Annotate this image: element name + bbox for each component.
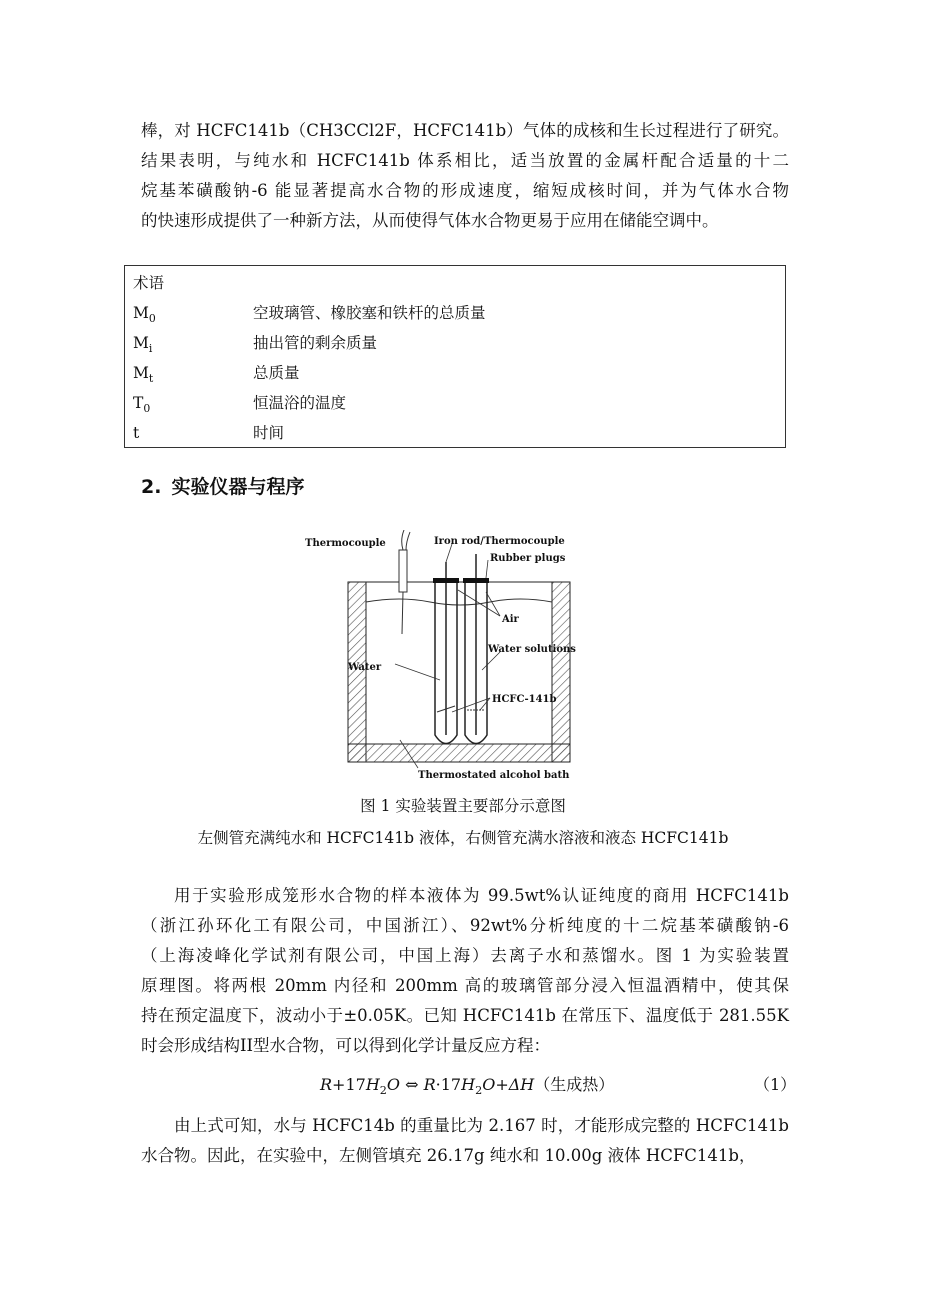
term-symbol: $M_t$	[133, 364, 154, 386]
label-iron-rod: Iron rod/Thermocouple	[434, 536, 565, 547]
intro-paragraph	[141, 116, 789, 236]
text-line: 水合物。因此，在实验中，左侧管填充 26.17g 纯水和 10.00g 液体 HCFC141b，	[141, 1146, 756, 1165]
section-title: 实验仪器与程序	[171, 476, 305, 498]
label-rubber-plugs: Rubber plugs	[490, 553, 566, 564]
label-hcfc: HCFC-141b	[492, 694, 557, 705]
label-air: Air	[502, 614, 519, 625]
section-heading	[141, 472, 304, 499]
text-line: 烷基苯磺酸钠-6 能显著提高水合物的形成速度，缩短成核时间，并为气体水合物	[141, 181, 789, 200]
figure-subcaption: 左侧管充满纯水和 HCFC141b 液体，右侧管充满水溶液和液态 HCFC141b	[197, 829, 729, 847]
label-water-solutions: Water solutions	[488, 644, 576, 655]
label-thermocouple: Thermocouple	[305, 538, 386, 549]
term-description: 总质量	[253, 364, 300, 382]
text-line: 棒，对 HCFC141b（CH3CCl2F，HCFC141b）气体的成核和生长过程进行了研究。	[141, 121, 789, 140]
equation-number: （1）	[754, 1075, 797, 1094]
terminology-row	[133, 328, 377, 358]
label-water: Water	[348, 662, 382, 673]
text-line: 由上式可知，水与 HCFC14b 的重量比为 2.167 时，才能形成完整的 HCFC141b	[174, 1116, 789, 1135]
term-description: 时间	[253, 424, 285, 442]
bath-vessel	[348, 582, 570, 762]
figure-caption: 图 1 实验装置主要部分示意图	[360, 797, 566, 815]
text-line: 时会形成结构II型水合物，可以得到化学计量反应方程：	[141, 1036, 551, 1055]
terminology-row	[133, 298, 486, 328]
text-line: 的快速形成提供了一种新方法，从而使得气体水合物更易于应用在储能空调中。	[141, 211, 719, 230]
equation-formula: $R+17H_2O$ ⇔ $R\cdot 17H_2O+\Delta H$（生成热）	[320, 1075, 615, 1098]
apparatus-diagram	[300, 530, 600, 785]
terminology-row	[133, 388, 346, 418]
term-description: 抽出管的剩余质量	[253, 334, 378, 352]
term-symbol: $T_0$	[133, 394, 151, 416]
text-line: （上海凌峰化学试剂有限公司，中国上海）去离子水和蒸馏水。图 1 为实验装置	[141, 946, 789, 965]
term-symbol: t	[133, 424, 140, 442]
terminology-row	[133, 418, 284, 448]
term-description: 恒温浴的温度	[253, 394, 347, 412]
text-line: 结果表明，与纯水和 HCFC141b 体系相比，适当放置的金属杆配合适量的十二	[141, 151, 789, 170]
section-number: 2.	[141, 476, 162, 498]
text-line: 用于实验形成笼形水合物的样本液体为 99.5wt%认证纯度的商用 HCFC141b	[174, 886, 789, 905]
terminology-table	[124, 265, 786, 448]
text-line: （浙江孙环化工有限公司，中国浙江）、92wt%分析纯度的十二烷基苯磺酸钠-6	[141, 916, 789, 935]
term-symbol: $M_i$	[133, 334, 153, 356]
ratio-paragraph	[141, 1111, 789, 1171]
text-line: 持在预定温度下，波动小于±0.05K。已知 HCFC141b 在常压下、温度低于 281.55K	[141, 1006, 789, 1025]
term-symbol: $M_0$	[133, 304, 156, 326]
terminology-row	[133, 358, 300, 388]
term-description: 空玻璃管、橡胶塞和铁杆的总质量	[253, 304, 486, 322]
terminology-title: 术语	[133, 274, 165, 292]
materials-paragraph	[141, 881, 789, 1061]
equation-1	[0, 1072, 926, 1100]
label-bath: Thermostated alcohol bath	[418, 770, 570, 781]
text-line: 原理图。将两根 20mm 内径和 200mm 高的玻璃管部分浸入恒温酒精中，使其保	[141, 976, 789, 995]
